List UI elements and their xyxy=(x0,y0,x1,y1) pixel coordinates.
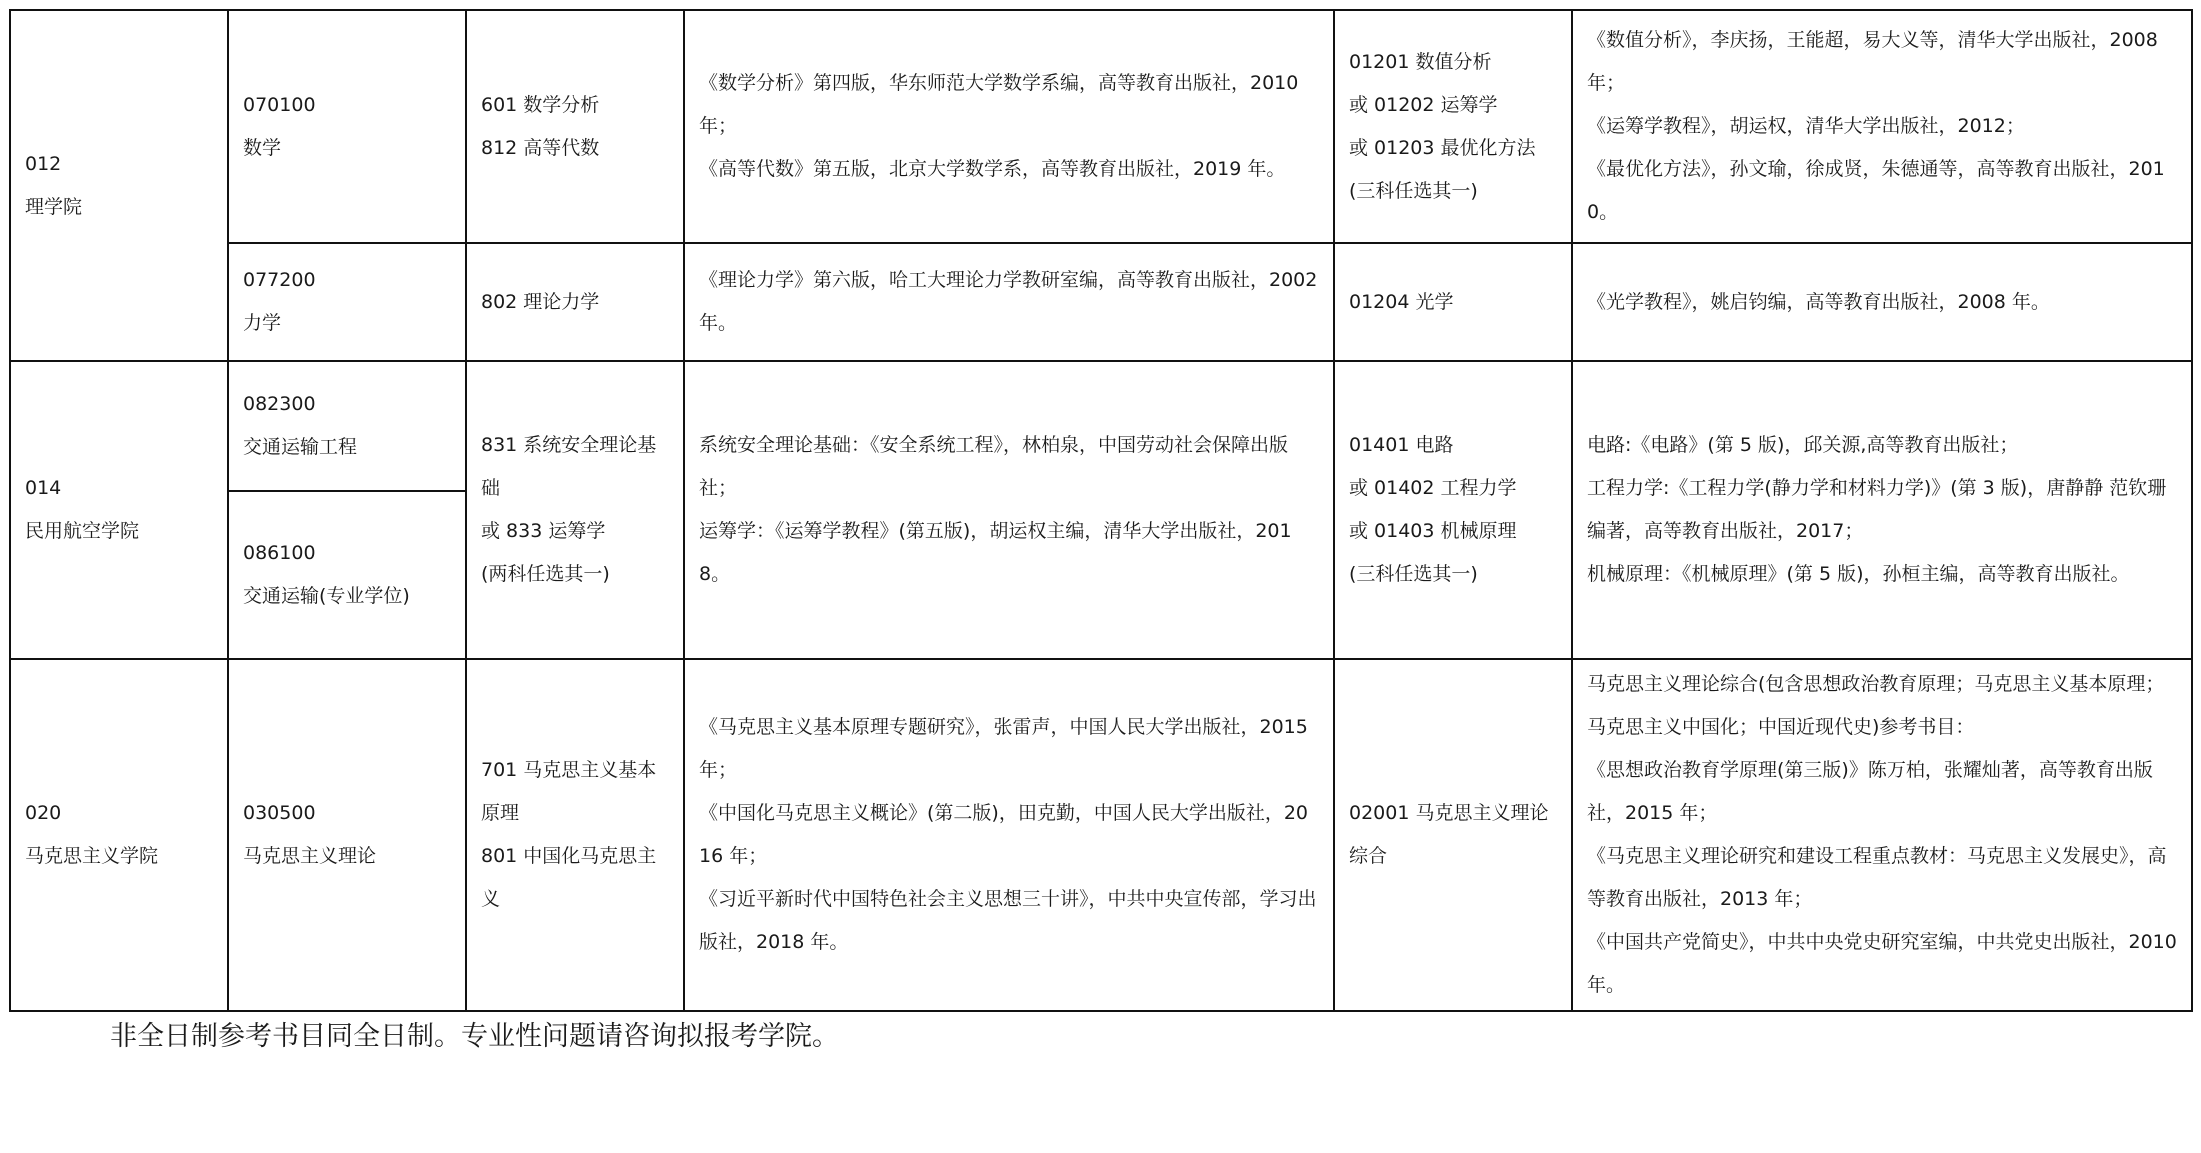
reference-books-cell xyxy=(684,10,1334,243)
retest-subject-cell xyxy=(1334,361,1572,659)
major-cell xyxy=(228,491,466,659)
major-cell xyxy=(228,10,466,243)
retest-book: 《中国共产党简史》，中共中央党史研究室编，中共党史出版社，2010 年。 xyxy=(1587,931,2177,996)
retest-book: 工程力学:《工程力学(静力学和材料力学)》(第 3 版)，唐静静 范钦珊编著，高等教育出版社，2017； xyxy=(1587,477,2167,542)
college-cell xyxy=(10,10,228,361)
retest-books-cell xyxy=(1572,243,2192,361)
table-row xyxy=(10,361,2192,491)
retest-book: 《光学教程》，姚启钧编，高等教育出版社，2008 年。 xyxy=(1587,290,2050,313)
exam-subject: 或 833 运筹学 xyxy=(481,520,606,542)
college-name: 民用航空学院 xyxy=(25,520,140,542)
reference-book: 《中国化马克思主义概论》(第二版)，田克勤，中国人民大学出版社，2016 年； xyxy=(699,802,1309,867)
retest-books-cell xyxy=(1572,10,2192,243)
college-code: 020 xyxy=(25,802,62,824)
reference-book: 《马克思主义基本原理专题研究》，张雷声，中国人民大学出版社，2015 年； xyxy=(699,716,1308,781)
exam-subject: 701 马克思主义基本原理 xyxy=(481,759,657,824)
retest-subject-cell xyxy=(1334,659,1572,1011)
retest-books-cell xyxy=(1572,361,2192,659)
reference-books-table xyxy=(9,9,2193,1012)
retest-subject: 或 01202 运筹学 xyxy=(1349,93,1498,116)
retest-book: 电路:《电路》(第 5 版)，邱关源,高等教育出版社； xyxy=(1587,434,2019,456)
retest-book: 《马克思主义理论研究和建设工程重点教材：马克思主义发展史》，高等教育出版社，2013 年； xyxy=(1587,845,2167,910)
major-cell xyxy=(228,243,466,361)
major-code: 086100 xyxy=(243,542,316,564)
table-row xyxy=(10,659,2192,1011)
table-row xyxy=(10,10,2192,243)
major-name: 数学 xyxy=(243,136,282,159)
retest-book: 马克思主义理论综合(包含思想政治教育原理；马克思主义基本原理；马克思主义中国化；中国近现代史)参考书目： xyxy=(1587,673,2165,738)
retest-book: 机械原理：《机械原理》(第 5 版)，孙桓主编，高等教育出版社。 xyxy=(1587,563,2130,585)
major-cell xyxy=(228,361,466,491)
retest-book: 《运筹学教程》，胡运权，清华大学出版社，2012； xyxy=(1587,115,2025,137)
retest-subject: 01204 光学 xyxy=(1349,290,1454,313)
major-name: 交通运输(专业学位) xyxy=(243,585,410,607)
major-name: 力学 xyxy=(243,312,282,334)
exam-subject-cell xyxy=(466,243,684,361)
college-code: 014 xyxy=(25,477,62,499)
college-cell xyxy=(10,659,228,1011)
exam-subject: 601 数学分析 xyxy=(481,93,600,116)
exam-subject: 812 高等代数 xyxy=(481,136,600,159)
retest-subject: 或 01403 机械原理 xyxy=(1349,520,1517,542)
exam-subject-cell xyxy=(466,659,684,1011)
exam-subject-cell xyxy=(466,10,684,243)
retest-subject: 或 01203 最优化方法 xyxy=(1349,136,1536,159)
retest-subject-cell xyxy=(1334,10,1572,243)
retest-book: 《数值分析》，李庆扬，王能超，易大义等，清华大学出版社，2008 年； xyxy=(1587,29,2158,94)
college-cell xyxy=(10,361,228,659)
major-code: 030500 xyxy=(243,802,316,824)
reference-book: 《理论力学》第六版，哈工大理论力学教研室编，高等教育出版社，2002 年。 xyxy=(699,269,1318,334)
exam-subject: (两科任选其一) xyxy=(481,563,610,585)
exam-subject: 801 中国化马克思主义 xyxy=(481,845,657,910)
retest-subject: (三科任选其一) xyxy=(1349,563,1478,585)
retest-subject: 或 01402 工程力学 xyxy=(1349,477,1517,499)
retest-books-cell xyxy=(1572,659,2192,1011)
reference-book: 《高等代数》第五版，北京大学数学系，高等教育出版社，2019 年。 xyxy=(699,158,1286,180)
retest-book: 《最优化方法》，孙文瑜，徐成贤，朱德通等，高等教育出版社，2010。 xyxy=(1587,158,2165,223)
exam-subject-cell xyxy=(466,361,684,659)
retest-subject: 01401 电路 xyxy=(1349,434,1454,456)
college-name: 马克思主义学院 xyxy=(25,845,159,867)
exam-subject: 831 系统安全理论基础 xyxy=(481,434,657,499)
major-code: 082300 xyxy=(243,393,316,415)
college-name: 理学院 xyxy=(25,195,83,218)
retest-subject: 02001 马克思主义理论综合 xyxy=(1349,802,1549,867)
reference-book: 系统安全理论基础：《安全系统工程》，林柏泉，中国劳动社会保障出版社； xyxy=(699,434,1289,499)
major-name: 马克思主义理论 xyxy=(243,845,377,867)
reference-book: 运筹学：《运筹学教程》(第五版)，胡运权主编，清华大学出版社，2018。 xyxy=(699,520,1292,585)
reference-books-cell xyxy=(684,361,1334,659)
retest-subject: 01201 数值分析 xyxy=(1349,50,1492,73)
major-code: 077200 xyxy=(243,269,316,291)
major-cell xyxy=(228,659,466,1011)
exam-subject: 802 理论力学 xyxy=(481,290,600,313)
retest-subject-cell xyxy=(1334,243,1572,361)
reference-book: 《数学分析》第四版，华东师范大学数学系编，高等教育出版社，2010年； xyxy=(699,72,1299,137)
major-name: 交通运输工程 xyxy=(243,436,358,458)
reference-books-cell xyxy=(684,659,1334,1011)
reference-book: 《习近平新时代中国特色社会主义思想三十讲》，中共中央宣传部，学习出版社，2018 年。 xyxy=(699,888,1317,953)
college-code: 012 xyxy=(25,152,62,175)
table-row xyxy=(10,243,2192,361)
footnote: 非全日制参考书目同全日制。专业性问题请咨询拟报考学院。 xyxy=(110,1021,839,1052)
retest-book: 《思想政治教育学原理(第三版)》陈万柏，张耀灿著，高等教育出版社，2015 年； xyxy=(1587,759,2153,824)
retest-subject: (三科任选其一) xyxy=(1349,179,1478,202)
reference-books-cell xyxy=(684,243,1334,361)
major-code: 070100 xyxy=(243,93,316,116)
